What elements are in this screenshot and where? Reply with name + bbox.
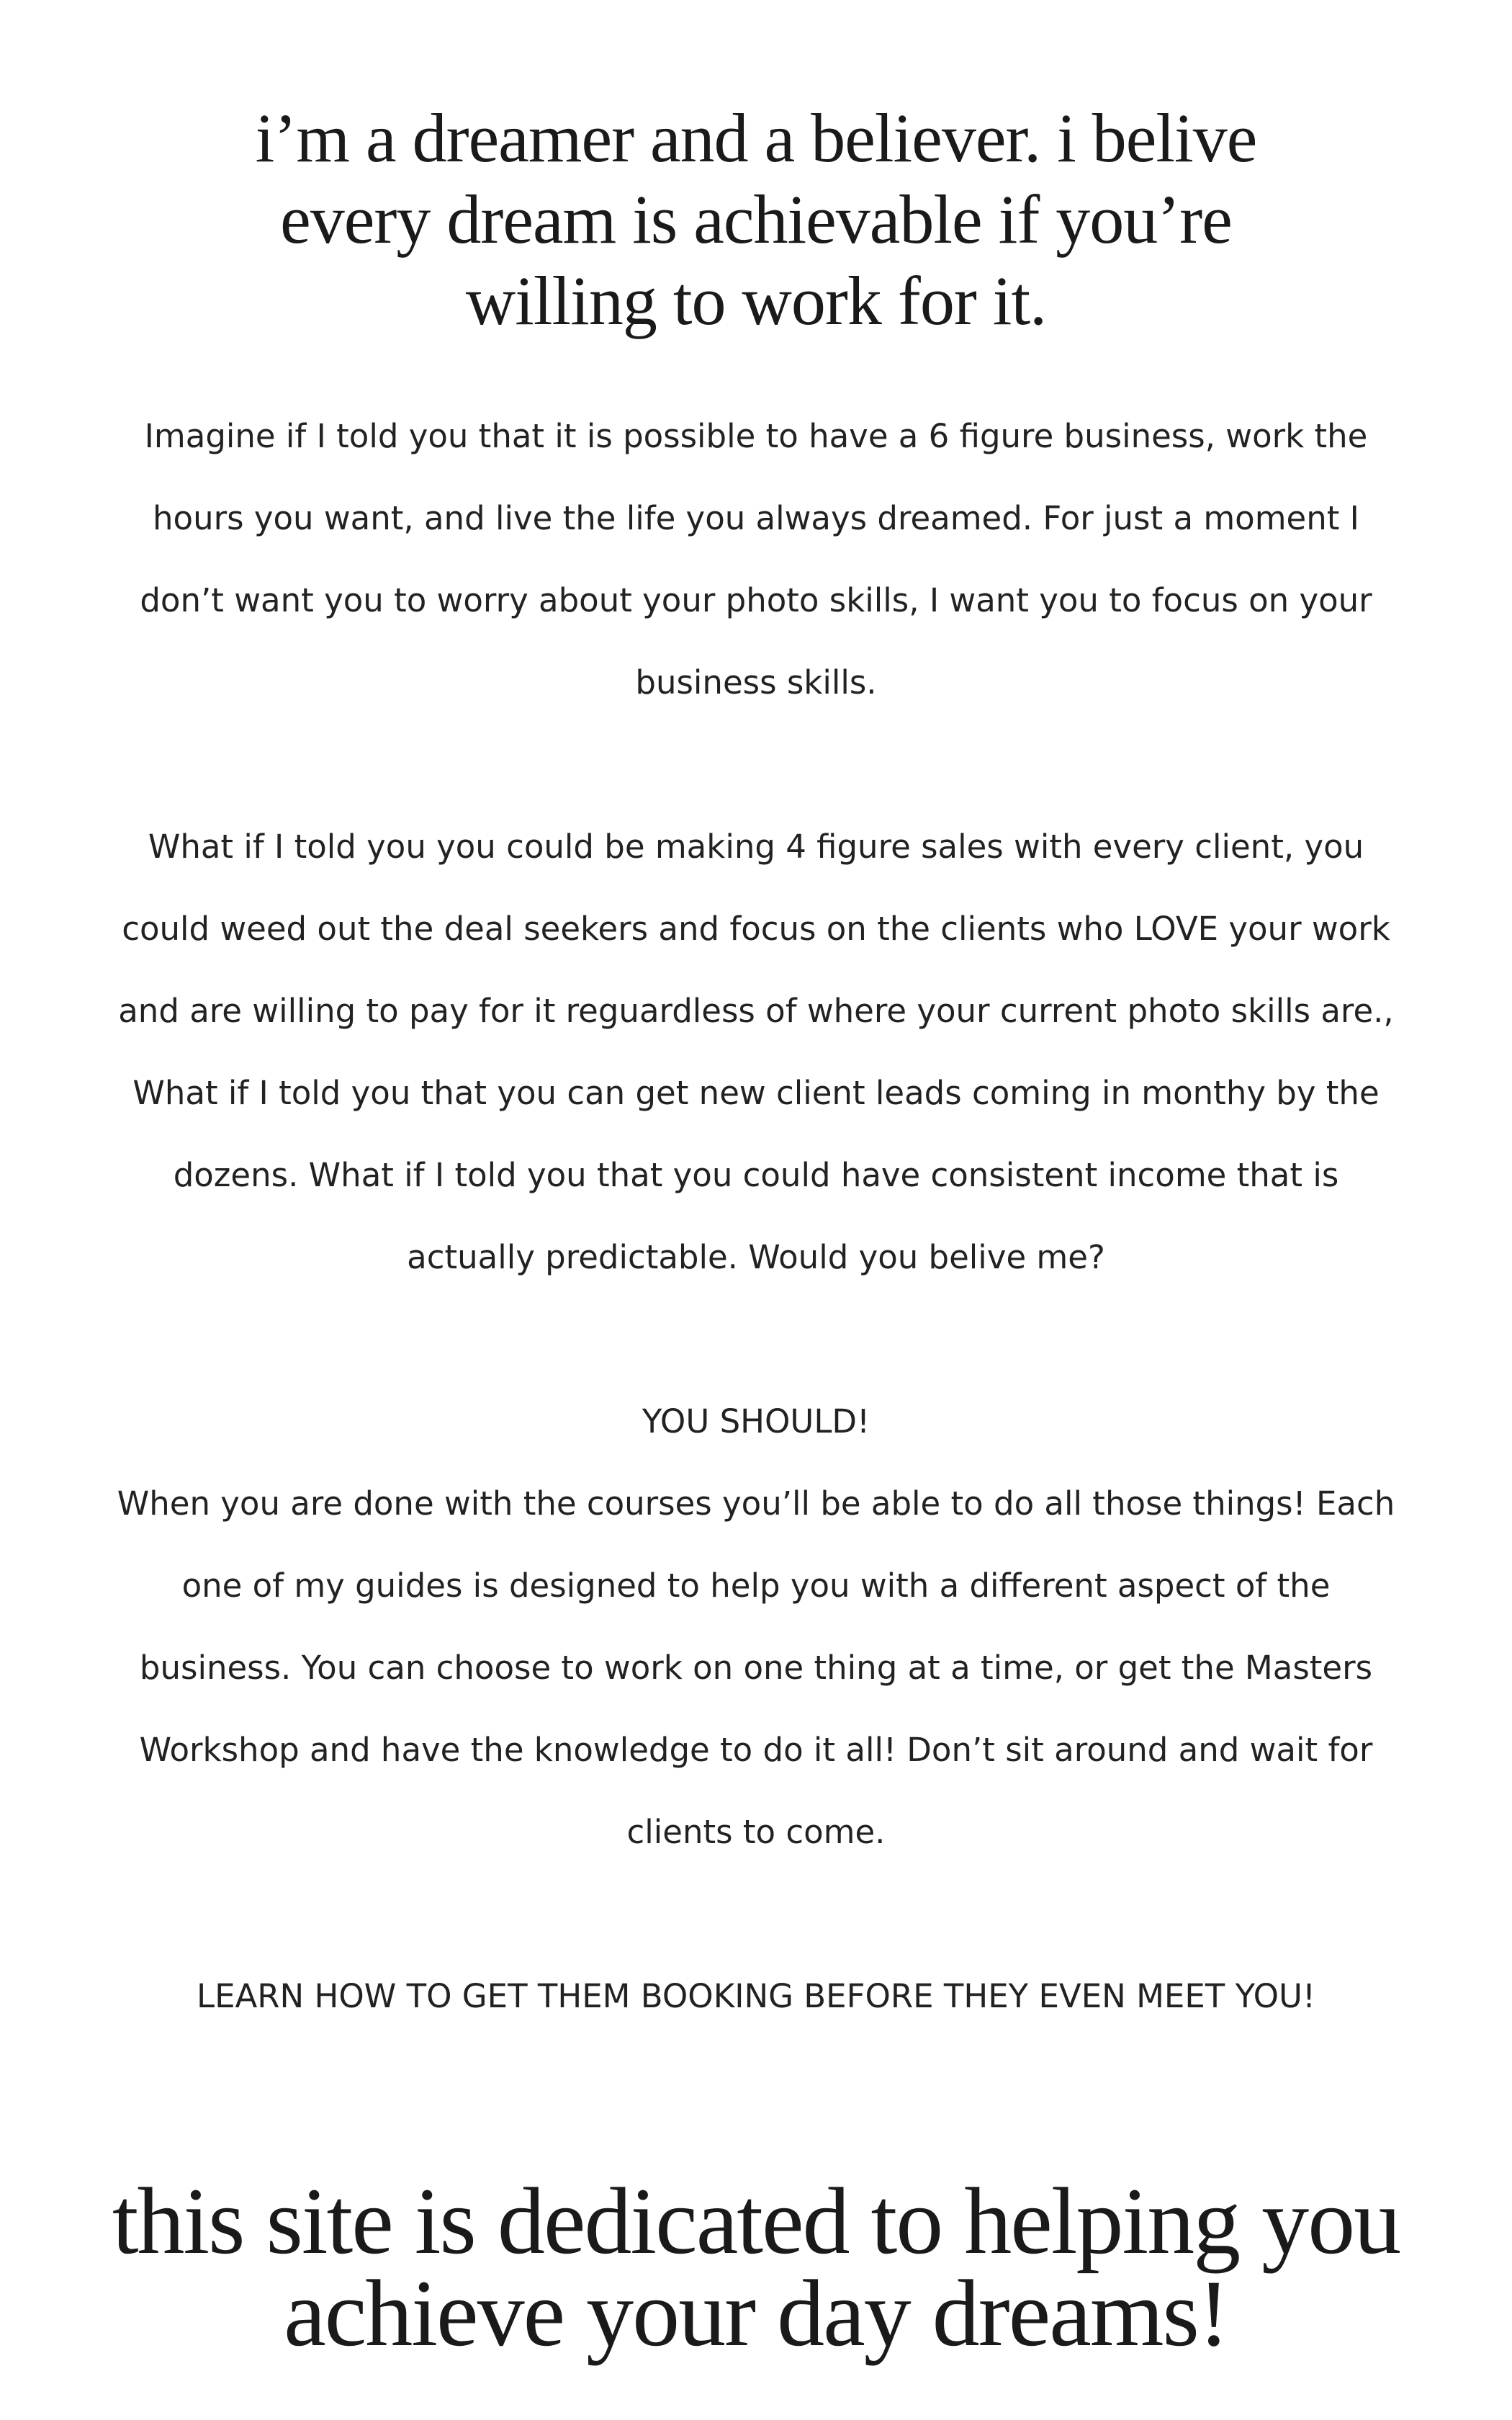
intro-heading-line: willing to work for it. [465,262,1047,339]
learn-how-callout [72,1955,1440,2038]
intro-heading [0,97,1512,341]
paragraph-line: When you are done with the courses you’ll be able to do all those things! Each [117,1484,1395,1523]
paragraph-line: What if I told you you could be making 4 figure sales with every client, you [148,828,1364,866]
paragraph-line: Workshop and have the knowledge to do it all! Don’t sit around and wait for [139,1731,1373,1769]
what-if-paragraph [72,806,1440,1299]
paragraph-line: business. You can choose to work on one thing at a time, or get the Masters [139,1649,1373,1687]
closing-heading-line: achieve your day dreams! [284,2260,1228,2366]
paragraph-line: clients to come. [626,1813,886,1851]
closing-heading-line: this site is dedicated to helping you [112,2168,1400,2274]
paragraph-line: business skills. [635,663,877,702]
paragraph-line: could weed out the deal seekers and focus on the clients who LOVE your work [122,910,1390,948]
intro-heading-line: i’m a dreamer and a believer. i belive [255,99,1257,176]
paragraph-line: one of my guides is designed to help you with a different aspect of the [181,1567,1331,1605]
intro-heading-line: every dream is achievable if you’re [280,181,1232,258]
paragraph-line: LEARN HOW TO GET THEM BOOKING BEFORE THEY EVEN MEET YOU! [197,1977,1315,2015]
paragraph-line: actually predictable. Would you belive me? [407,1238,1105,1276]
closing-heading [0,2168,1512,2366]
paragraph-line: Imagine if I told you that it is possible to have a 6 figure business, work the [144,417,1368,455]
paragraph-line: hours you want, and live the life you always dreamed. For just a moment I [153,499,1359,537]
paragraph-line: What if I told you that you can get new client leads coming in monthy by the [132,1074,1380,1112]
paragraph-line: YOU SHOULD! [642,1402,870,1440]
paragraph-line: don’t want you to worry about your photo skills, I want you to focus on your [140,581,1372,619]
paragraph-line: dozens. What if I told you that you could have consistent income that is [173,1156,1339,1194]
you-should-paragraph [72,1381,1440,1873]
imagine-paragraph [72,395,1440,724]
paragraph-line: and are willing to pay for it reguardless of where your current photo skills are., [118,992,1394,1030]
